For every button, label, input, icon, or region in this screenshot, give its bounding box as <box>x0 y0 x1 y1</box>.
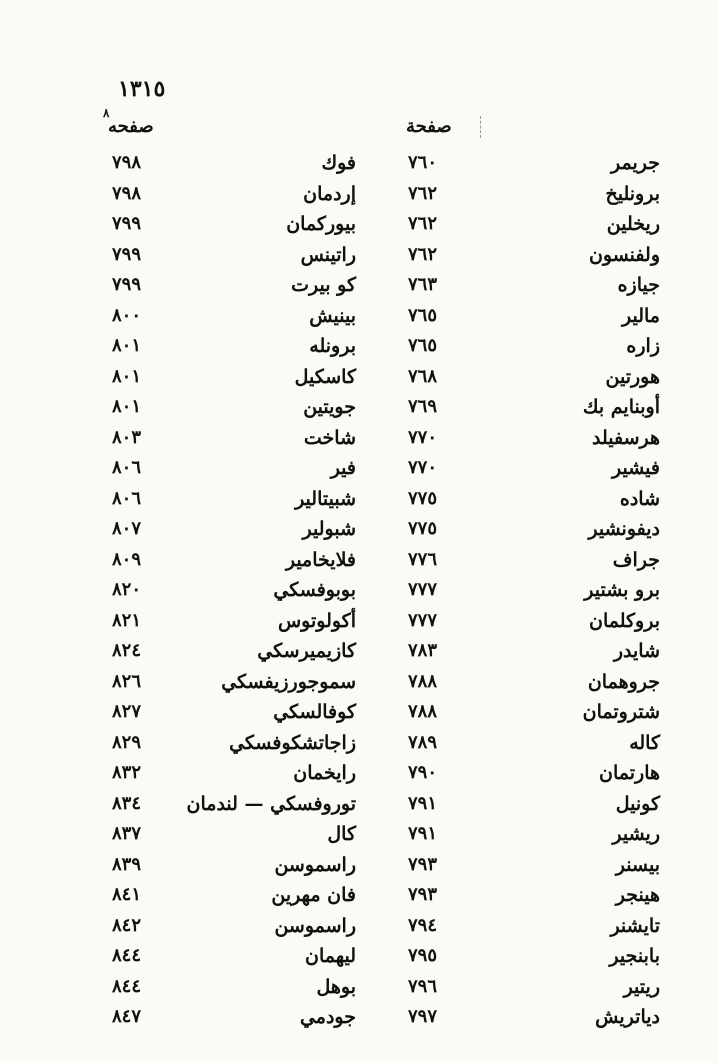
entry-name-left: فوك <box>321 152 356 174</box>
entry-page-right: ٧٨٣ <box>408 640 438 661</box>
table-row <box>0 789 718 820</box>
column-header-left: صفحه <box>108 116 154 137</box>
entry-name-right: زاره <box>626 335 660 357</box>
entry-name-left: كاسكيل <box>294 365 356 388</box>
table-row <box>0 911 718 942</box>
table-row <box>0 331 718 362</box>
table-row <box>0 179 718 210</box>
entry-page-left: ٨٣٢ <box>112 762 142 783</box>
table-row <box>0 1002 718 1033</box>
entry-name-right: فيشير <box>612 457 660 479</box>
entry-name-left: زاجاتشكوفسكي <box>229 731 356 754</box>
entry-name-right: بروكلمان <box>588 609 660 632</box>
entry-page-left: ٨٠٦ <box>112 457 142 478</box>
entry-page-left: ٧٩٩ <box>112 243 142 265</box>
entry-name-left: أكولوتوس <box>277 609 356 632</box>
entry-name-left: بينيش <box>309 304 356 327</box>
entry-name-left: بوهل <box>316 975 356 998</box>
entry-page-left: ٨٠٣ <box>112 426 142 448</box>
table-row <box>0 514 718 545</box>
entry-name-right: جريمر <box>611 152 660 174</box>
entry-name-left: كال <box>327 823 356 845</box>
entry-page-right: ٧٩٧ <box>408 1006 438 1027</box>
entry-page-left: ٨٠١ <box>112 365 142 387</box>
table-row <box>0 850 718 881</box>
entry-page-left: ٧٩٨ <box>112 152 142 173</box>
entry-name-right: برو بشتير <box>584 579 660 601</box>
entry-page-left: ٨٤٢ <box>112 914 142 936</box>
entry-name-right: جراف <box>612 548 660 571</box>
entry-name-right: ديفونشير <box>588 518 660 540</box>
entry-name-left: كو بيرت <box>291 274 356 296</box>
table-row <box>0 453 718 484</box>
table-row <box>0 667 718 698</box>
entry-name-left: رايخمان <box>293 762 356 784</box>
entry-page-right: ٧٧٦ <box>408 548 438 570</box>
entry-page-right: ٧٧٥ <box>408 518 438 539</box>
entry-name-right: كاله <box>629 731 660 754</box>
table-row <box>0 423 718 454</box>
entry-page-right: ٧٩٠ <box>408 762 438 783</box>
entry-page-right: ٧٦٣ <box>408 274 438 295</box>
table-row <box>0 972 718 1003</box>
entry-page-right: ٧٧٠ <box>408 426 438 448</box>
table-row <box>0 484 718 515</box>
entry-name-left: إردمان <box>303 182 356 205</box>
entry-name-right: تايشنر <box>610 914 660 937</box>
table-row <box>0 636 718 667</box>
table-row <box>0 880 718 911</box>
entry-name-right: هورتين <box>605 365 660 388</box>
entry-name-left: فير <box>330 457 356 479</box>
entry-name-left: شبيتالير <box>295 487 356 510</box>
entry-page-left: ٨٢٩ <box>112 731 142 753</box>
entry-page-left: ٨٠٧ <box>112 518 142 539</box>
entry-name-left: شاخت <box>303 426 356 449</box>
entry-page-right: ٧٩٣ <box>408 884 438 905</box>
table-row <box>0 240 718 271</box>
entry-page-left: ٨٣٩ <box>112 853 142 875</box>
header-tick-mark <box>480 116 482 138</box>
entry-name-left: برونله <box>309 335 356 357</box>
entry-page-left: ٧٩٩ <box>112 274 142 295</box>
entry-page-left: ٨٢٧ <box>112 701 142 722</box>
entry-name-right: هرسفيلد <box>591 426 660 449</box>
entry-page-right: ٧٩٦ <box>408 975 438 997</box>
entry-page-right: ٧٦٢ <box>408 243 438 265</box>
entry-page-left: ٨٠٠ <box>112 304 142 326</box>
entry-name-left: شبولير <box>302 518 356 540</box>
table-row <box>0 270 718 301</box>
page-number: ١٣١٥ <box>118 76 166 102</box>
entry-name-left: راتينس <box>300 243 356 266</box>
entry-page-right: ٧٩٤ <box>408 914 438 936</box>
entry-name-left: جودمي <box>299 1006 356 1028</box>
column-header-right: صفحة <box>406 116 452 137</box>
entry-name-right: برونليخ <box>605 182 660 205</box>
entry-page-right: ٧٦٢ <box>408 182 438 204</box>
entry-page-left: ٨٣٧ <box>112 823 142 844</box>
entry-name-left: توروفسكي — لندمان <box>186 792 356 815</box>
entry-page-right: ٧٦٩ <box>408 396 438 417</box>
entry-name-right: بابنجير <box>609 945 660 967</box>
entry-name-left: كوفالسكي <box>273 701 356 723</box>
entry-name-left: فلايخامير <box>285 548 356 571</box>
entry-name-right: كونيل <box>615 792 660 815</box>
table-row <box>0 758 718 789</box>
entry-name-right: جيازه <box>617 274 660 296</box>
entry-name-right: ريشير <box>612 823 660 845</box>
entry-page-right: ٧٧٧ <box>408 579 438 600</box>
table-row <box>0 148 718 179</box>
entry-page-left: ٨٢١ <box>112 609 142 631</box>
entry-page-left: ٨٤١ <box>112 884 142 905</box>
entry-page-right: ٧٦٢ <box>408 213 438 234</box>
table-row <box>0 728 718 759</box>
entry-name-right: بيسنر <box>615 853 660 876</box>
entry-name-right: شاده <box>619 487 660 510</box>
entry-name-left: راسموسن <box>274 914 356 937</box>
table-row <box>0 575 718 606</box>
entry-page-right: ٧٦٥ <box>408 335 438 356</box>
entry-page-left: ٨٠٩ <box>112 548 142 570</box>
entry-page-left: ٨٢٤ <box>112 640 142 661</box>
entry-page-left: ٨٤٧ <box>112 1006 142 1027</box>
entry-page-right: ٧٧٠ <box>408 457 438 478</box>
entry-page-left: ٨٠١ <box>112 335 142 356</box>
table-row <box>0 941 718 972</box>
entry-name-right: هينجر <box>615 884 660 906</box>
table-row <box>0 362 718 393</box>
table-row <box>0 697 718 728</box>
entry-page-left: ٨٢٠ <box>112 579 142 600</box>
entry-name-right: شايدر <box>613 640 660 662</box>
entry-page-right: ٧٩٣ <box>408 853 438 875</box>
entry-page-left: ٧٩٩ <box>112 213 142 234</box>
entry-page-left: ٨٢٦ <box>112 670 142 692</box>
table-row <box>0 819 718 850</box>
table-row <box>0 545 718 576</box>
entry-page-right: ٧٩٥ <box>408 945 438 966</box>
entry-name-left: جويتين <box>303 396 356 418</box>
entry-page-left: ٨٤٤ <box>112 975 142 997</box>
entry-name-left: فان مهرين <box>271 884 356 906</box>
entry-name-left: بوبوفسكي <box>273 579 356 601</box>
entry-page-right: ٧٩١ <box>408 792 438 814</box>
entry-name-right: ريخلين <box>606 213 660 235</box>
entry-page-right: ٧٦٠ <box>408 152 438 173</box>
entry-page-right: ٧٦٥ <box>408 304 438 326</box>
table-row <box>0 606 718 637</box>
entry-name-right: أوبنايم بك <box>582 396 660 418</box>
entry-page-left: ٨٣٤ <box>112 792 142 814</box>
entry-name-right: شتروتمان <box>582 701 660 723</box>
entry-name-right: ريتير <box>623 975 660 998</box>
entry-page-left: ٨٠١ <box>112 396 142 417</box>
entry-name-right: جروهمان <box>587 670 660 693</box>
entry-name-left: كازيميرسكي <box>257 640 356 662</box>
table-row <box>0 209 718 240</box>
entry-page-right: ٧٧٥ <box>408 487 438 509</box>
entry-name-left: راسموسن <box>274 853 356 876</box>
table-row <box>0 301 718 332</box>
entry-page-left: ٨٤٤ <box>112 945 142 966</box>
entries-table <box>0 148 718 1033</box>
header-marker: ٨ <box>103 106 110 120</box>
entry-page-left: ٧٩٨ <box>112 182 142 204</box>
entry-page-right: ٧٦٨ <box>408 365 438 387</box>
entry-page-right: ٧٩١ <box>408 823 438 844</box>
entry-name-left: ليهمان <box>304 945 356 967</box>
entry-page-right: ٧٧٧ <box>408 609 438 631</box>
entry-page-right: ٧٨٩ <box>408 731 438 753</box>
entry-page-right: ٧٨٨ <box>408 670 438 692</box>
entry-name-right: دياتريش <box>595 1006 660 1028</box>
entry-name-left: بيوركمان <box>286 213 356 235</box>
entry-name-right: مالير <box>622 304 660 327</box>
table-row <box>0 392 718 423</box>
entry-page-right: ٧٨٨ <box>408 701 438 722</box>
entry-name-right: هارتمان <box>599 762 660 784</box>
entry-page-left: ٨٠٦ <box>112 487 142 509</box>
entry-name-right: ولفنسون <box>588 243 660 266</box>
entry-name-left: سموجورزيفسكي <box>221 670 356 693</box>
